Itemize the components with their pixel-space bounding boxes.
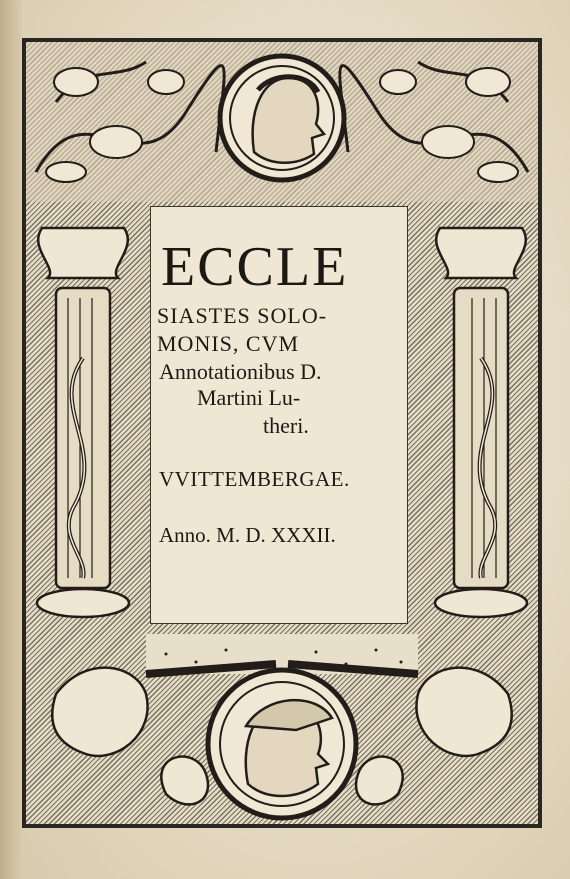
portrait-medallion-top [220,56,344,180]
imprint-place: VVITTEMBERGAE. [159,467,350,491]
title-heading: ECCLE [161,236,349,298]
title-line-5: theri. [263,413,309,438]
title-line-3: Annotationibus D. [159,359,322,384]
top-ornament-band [26,42,538,202]
portrait-medallion-bottom [208,670,356,818]
imprint-year: Anno. M. D. XXXII. [159,523,336,547]
column-left [28,208,138,648]
page-edge [0,0,22,879]
title-line-1: SIASTES SOLO- [157,303,328,328]
title-panel [150,206,408,624]
bottom-ornament-band [26,634,538,824]
title-line-2: MONIS, CVM [157,331,300,356]
woodcut-border [22,38,542,828]
title-line-4: Martini Lu- [197,385,301,410]
